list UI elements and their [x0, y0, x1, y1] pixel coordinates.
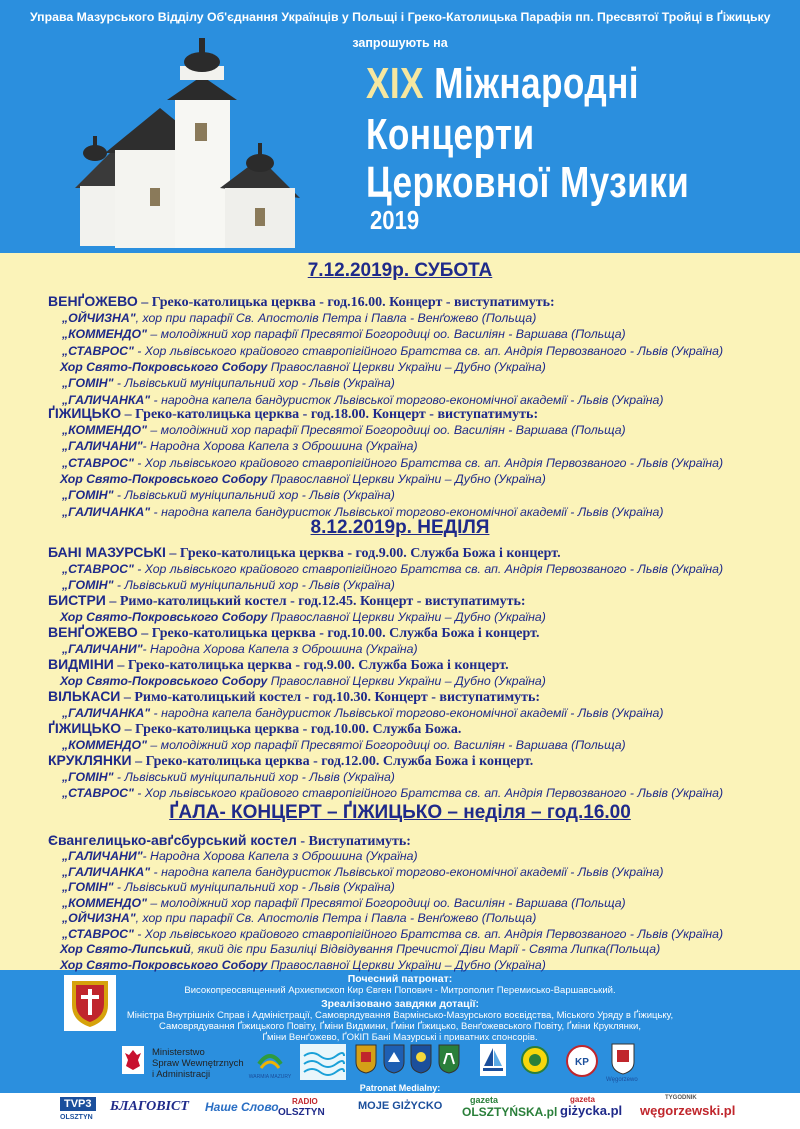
choir-description: Православної Церкви України – Дубно (Україна): [267, 957, 546, 972]
venue-details: – Греко-католицька церква - год.10.00. Служба Божа.: [124, 722, 462, 737]
moje-gizycko-logo: MOJE GIŻYCKO: [358, 1100, 443, 1112]
choir-line: [60, 360, 546, 374]
choir-name: Хор Свято-Покровського Собору: [60, 957, 268, 972]
choir-name: „ОЙЧИЗНА": [62, 311, 136, 325]
invite-text: запрошують на: [352, 36, 448, 50]
warmia-mazury-logo-icon: [248, 1046, 292, 1080]
choir-name: Хор Свято-Покровського Собору: [60, 471, 268, 486]
choir-line: [62, 911, 536, 925]
waves-logo-icon: [300, 1044, 346, 1080]
choir-name: „ГАЛИЧАНКА": [62, 864, 151, 879]
choir-description: - Хор львівського крайового ставропігійного Братства св. ап. Андрія Первозваного - Львів (Україна): [133, 926, 724, 941]
patron-title: Почесний патронат:: [347, 973, 453, 985]
choir-line: [62, 344, 723, 358]
choir-name: „КОММЕНДО": [62, 738, 147, 752]
choir-name: „ГАЛИЧАНИ": [62, 642, 143, 656]
gala-heading: ҐАЛА- КОНЦЕРТ – ҐІЖИЦЬКО – неділя – год.16.00: [169, 802, 631, 823]
choir-line: [62, 439, 418, 453]
title-roman-numeral: XIX: [366, 59, 424, 108]
choir-description: - Львівський муніципальний хор - Львів (Україна): [113, 578, 395, 593]
venue-place: КРУКЛЯНКИ: [48, 752, 132, 768]
gazeta-olsztynska-label: gazeta: [470, 1095, 499, 1105]
choir-name: „СТАВРОС": [62, 343, 134, 358]
venue-details: – Греко-католицька церква - год.9.00. Служба Божа і концерт.: [169, 546, 561, 561]
choir-description: - народна капела бандуристок Львівської торгово-економічної академії - Львів (Україна): [150, 706, 664, 720]
title-word: Міжнародні: [434, 59, 639, 108]
subsidy-line: Міністра Внутрішніх Справ і Адміністрації, Самоврядування Вармінсько-Мазурського воєвідства, Міського Уряду в Ґіжицьку,: [126, 1010, 674, 1021]
media-patron-title: Patronat Medialny:: [359, 1083, 441, 1093]
choir-description: Православної Церкви України – Дубно (Україна): [267, 359, 546, 374]
venue-line: [48, 832, 411, 850]
svg-text:KP: KP: [575, 1057, 589, 1068]
choir-description: - Народна Хорова Капела з Оброшина (Україна): [142, 642, 418, 656]
choir-description: - народна капела бандуристок Львівської торгово-економічної академії - Львів (Україна): [150, 864, 664, 879]
sailboat-logo-icon: [480, 1044, 506, 1076]
choir-line: [62, 927, 723, 941]
venue-line: [48, 544, 561, 562]
warmia-mazury-label: WARMIA MAZURY: [248, 1074, 292, 1080]
venue-details: – Греко-католицька церква - год.18.00. Концерт - виступатимуть:: [124, 407, 539, 422]
venue-line: [48, 688, 540, 706]
choir-name: Хор Свято-Липський: [60, 942, 191, 956]
choir-description: - Народна Хорова Капела з Оброшина (Україна): [142, 439, 418, 454]
choir-description: Православної Церкви України – Дубно (Україна): [267, 471, 546, 486]
tvp3-city-label: OLSZTYN: [60, 1114, 93, 1121]
choir-description: - Хор львівського крайового ставропігійного Братства св. ап. Андрія Первозваного - Львів (Україна): [133, 455, 724, 470]
venue-place: ВЕНҐОЖЕВО: [48, 293, 138, 309]
choir-description: - Народна Хорова Капела з Оброшина (Україна): [142, 849, 418, 863]
radio-olsztyn-label: RADIO: [292, 1097, 318, 1106]
ministry-line: Ministerstwo: [152, 1047, 205, 1058]
gazeta-gizycka-logo: giżycka.pl: [560, 1103, 623, 1118]
venue-details: – Римо-католицький костел - год.10.30. Концерт - виступатимуть:: [123, 690, 541, 705]
choir-name: „ГОМІН": [62, 880, 114, 894]
choir-description: - Хор львівського крайового ставропігійного Братства св. ап. Андрія Первозваного - Львів (Україна): [133, 786, 724, 801]
choir-name: „ГАЛИЧАНКА": [62, 706, 151, 720]
choir-description: – молодіжний хор парафії Пресвятої Богородиці оо. Василіян - Варшава (Польща): [146, 738, 626, 752]
venue-line: [48, 293, 555, 311]
choir-line: [60, 472, 546, 486]
choir-description: - Львівський муніципальний хор - Львів (Україна): [113, 770, 395, 784]
choir-line: [62, 327, 626, 341]
choir-description: - народна капела бандуристок Львівської торгово-економічної академії - Львів (Україна): [150, 504, 664, 519]
venue-place: Євангелицько-авґсбурський костел: [48, 832, 297, 848]
choir-name: „ГОМІН": [62, 770, 114, 784]
choir-name: „ГОМІН": [62, 488, 114, 503]
choir-line: [60, 610, 546, 624]
choir-name: Хор Свято-Покровського Собору: [60, 674, 268, 688]
choir-description: - Хор львівського крайового ставропігійного Братства св. ап. Андрія Первозваного - Львів (Україна): [133, 343, 724, 358]
choir-description: , хор при парафії Св. Апостолів Петра і Павла - Венґожево (Польща): [135, 311, 537, 325]
venue-details: – Греко-католицька церква - год.10.00. Служба Божа і концерт.: [141, 626, 540, 641]
choir-description: , хор при парафії Св. Апостолів Петра і Павла - Венґожево (Польща): [135, 911, 537, 925]
wegorzewo-crest-icon: [610, 1042, 636, 1076]
venue-place: ВІЛЬКАСИ: [48, 688, 121, 704]
subsidy-line: Ґміни Венґожево, ҐОКІП Бані Мазурські і приватних спонсорів.: [262, 1032, 538, 1043]
ministry-line: i Administracji: [152, 1069, 211, 1080]
choir-line: [62, 423, 626, 437]
organizer-line: Управа Мазурського Відділу Об'єднання Українців у Польщі і Греко-Католицька Парафія пп. Пресвятої Тройці в Ґіжицьку: [30, 10, 771, 24]
gazeta-gizycka-label: gazeta: [570, 1095, 595, 1104]
choir-line: [62, 488, 395, 502]
choir-name: „КОММЕНДО": [62, 423, 147, 437]
subsidy-line: Самоврядування Ґіжицького Повіту, Ґміни Видмини, Ґміни Ґіжицько, Венґожевського Повіту, Ґміни Круклянки,: [159, 1021, 641, 1032]
choir-description: - Львівський муніципальний хор - Львів (Україна): [113, 488, 395, 503]
venue-line: [48, 752, 533, 770]
choir-name: Хор Свято-Покровського Собору: [60, 610, 268, 624]
title-year: 2019: [370, 205, 420, 235]
choir-line: [62, 706, 663, 720]
venue-line: [48, 624, 539, 642]
choir-line: [60, 958, 546, 972]
polish-eagle-icon: [122, 1046, 144, 1074]
choir-name: „ГАЛИЧАНКА": [62, 504, 151, 519]
venue-place: БАНІ МАЗУРСЬКІ: [48, 544, 166, 560]
gizycko-crest-icon: [410, 1044, 432, 1074]
venue-place: ВИДМІНИ: [48, 656, 114, 672]
choir-name: „СТАВРОС": [62, 786, 134, 801]
venue-place: ВЕНҐОЖЕВО: [48, 624, 138, 640]
choir-description: Православної Церкви України – Дубно (Україна): [267, 674, 546, 688]
venue-details: – Греко-католицька церква - год.16.00. Концерт - виступатимуть:: [141, 295, 555, 310]
venue-details: – Греко-католицька церква - год.9.00. Служба Божа і концерт.: [117, 658, 509, 673]
venue-line: [48, 656, 509, 674]
choir-description: , який діє при Базиліці Відвідування Пречистої Діви Марії - Свята Липка(Польща): [190, 942, 661, 956]
wegorzewski-logo: węgorzewski.pl: [640, 1103, 736, 1118]
choir-line: [60, 674, 546, 688]
choir-description: – молодіжний хор парафії Пресвятої Богородиці оо. Василіян - Варшава (Польща): [146, 423, 626, 437]
day-heading: 8.12.2019р. НЕДІЛЯ: [310, 517, 490, 538]
wegorzewo-label: Węgorzewo: [606, 1077, 638, 1083]
ministry-line: Spraw Wewnętrznych: [152, 1058, 244, 1069]
venue-place: ҐІЖИЦЬКО: [48, 720, 122, 736]
choir-description: – молодіжний хор парафії Пресвятої Богородиці оо. Василіян - Варшава (Польща): [146, 327, 626, 342]
ministry-label: [152, 1047, 244, 1080]
choir-line: [62, 865, 663, 879]
partner-logo-icon: [562, 1044, 602, 1078]
nashe-slovo-logo: Наше Слово: [205, 1100, 279, 1114]
choir-line: [62, 311, 536, 325]
choir-line: [62, 770, 395, 784]
title-line-1: [366, 60, 639, 108]
church-illustration: [55, 38, 325, 253]
choir-name: „ОЙЧИЗНА": [62, 911, 136, 925]
choir-description: – молодіжний хор парафії Пресвятої Богородиці оо. Василіян - Варшава (Польща): [146, 895, 626, 910]
choir-line: [62, 896, 626, 910]
venue-details: – Римо-католицький костел - год.12.45. Концерт - виступатимуть:: [109, 594, 526, 609]
title-line-3: Церковної Музики: [366, 158, 690, 207]
patron-name: Високопреосвященний Архиєпископ Кир Євген Попович - Митрополит Перемисько-Варшавський.: [184, 985, 616, 996]
choir-line: [62, 578, 395, 592]
venue-place: ҐІЖИЦЬКО: [48, 405, 122, 421]
tygodnik-label: TYGODNIK: [665, 1095, 697, 1101]
gokip-logo-icon: [520, 1044, 550, 1076]
choir-name: „КОММЕНДО": [62, 895, 147, 910]
venue-line: [48, 592, 526, 610]
choir-name: „КОММЕНДО": [62, 327, 147, 342]
choir-name: Хор Свято-Покровського Собору: [60, 359, 268, 374]
venue-line: [48, 720, 461, 738]
choir-line: [62, 456, 723, 470]
venue-details: - Виступатимуть:: [300, 834, 411, 849]
choir-line: [62, 376, 395, 390]
choir-line: [62, 642, 418, 656]
venue-details: – Греко-католицька церква - год.12.00. Служба Божа і концерт.: [135, 754, 534, 769]
choir-name: „ГАЛИЧАНИ": [62, 849, 143, 863]
choir-line: [60, 942, 660, 956]
blagovist-logo: БЛАГОВІСТ: [110, 1099, 189, 1114]
day-heading: 7.12.2019р. СУБОТА: [307, 260, 493, 281]
choir-name: „ГАЛИЧАНКА": [62, 392, 151, 407]
choir-description: Православної Церкви України – Дубно (Україна): [267, 610, 546, 624]
choir-name: „ГАЛИЧАНИ": [62, 439, 143, 454]
venue-place: БИСТРИ: [48, 592, 106, 608]
county-crest-icon: [355, 1044, 377, 1074]
choir-description: - Львівський муніципальний хор - Львів (Україна): [113, 376, 395, 391]
choir-name: „СТАВРОС": [62, 926, 134, 941]
choir-line: [62, 562, 723, 576]
choir-description: - Львівський муніципальний хор - Львів (Україна): [113, 880, 395, 894]
choir-name: „ГОМІН": [62, 376, 114, 391]
choir-description: - Хор львівського крайового ставропігійного Братства св. ап. Андрія Первозваного - Львів (Україна): [133, 562, 724, 576]
venue-line: [48, 405, 538, 423]
choir-line: [62, 786, 723, 800]
choir-line: [62, 849, 418, 863]
choir-description: - народна капела бандуристок Львівської торгово-економічної академії - Львів (Україна): [150, 392, 664, 407]
choir-line: [62, 738, 626, 752]
title-line-2: Концерти: [366, 110, 535, 159]
radio-olsztyn-logo: OLSZTYN: [278, 1107, 325, 1118]
gazeta-olsztynska-logo: OLSZTYŃSKA.pl: [462, 1105, 558, 1119]
tvp3-logo: TVP3: [60, 1097, 96, 1111]
choir-name: „ГОМІН": [62, 578, 114, 593]
choir-name: „СТАВРОС": [62, 455, 134, 470]
deer-crest-icon: [438, 1044, 460, 1074]
subsidy-title: Зреалізовано завдяки дотації:: [321, 998, 479, 1010]
gmina-crest-icon: [383, 1044, 405, 1074]
choir-name: „СТАВРОС": [62, 562, 134, 576]
choir-line: [62, 880, 395, 894]
